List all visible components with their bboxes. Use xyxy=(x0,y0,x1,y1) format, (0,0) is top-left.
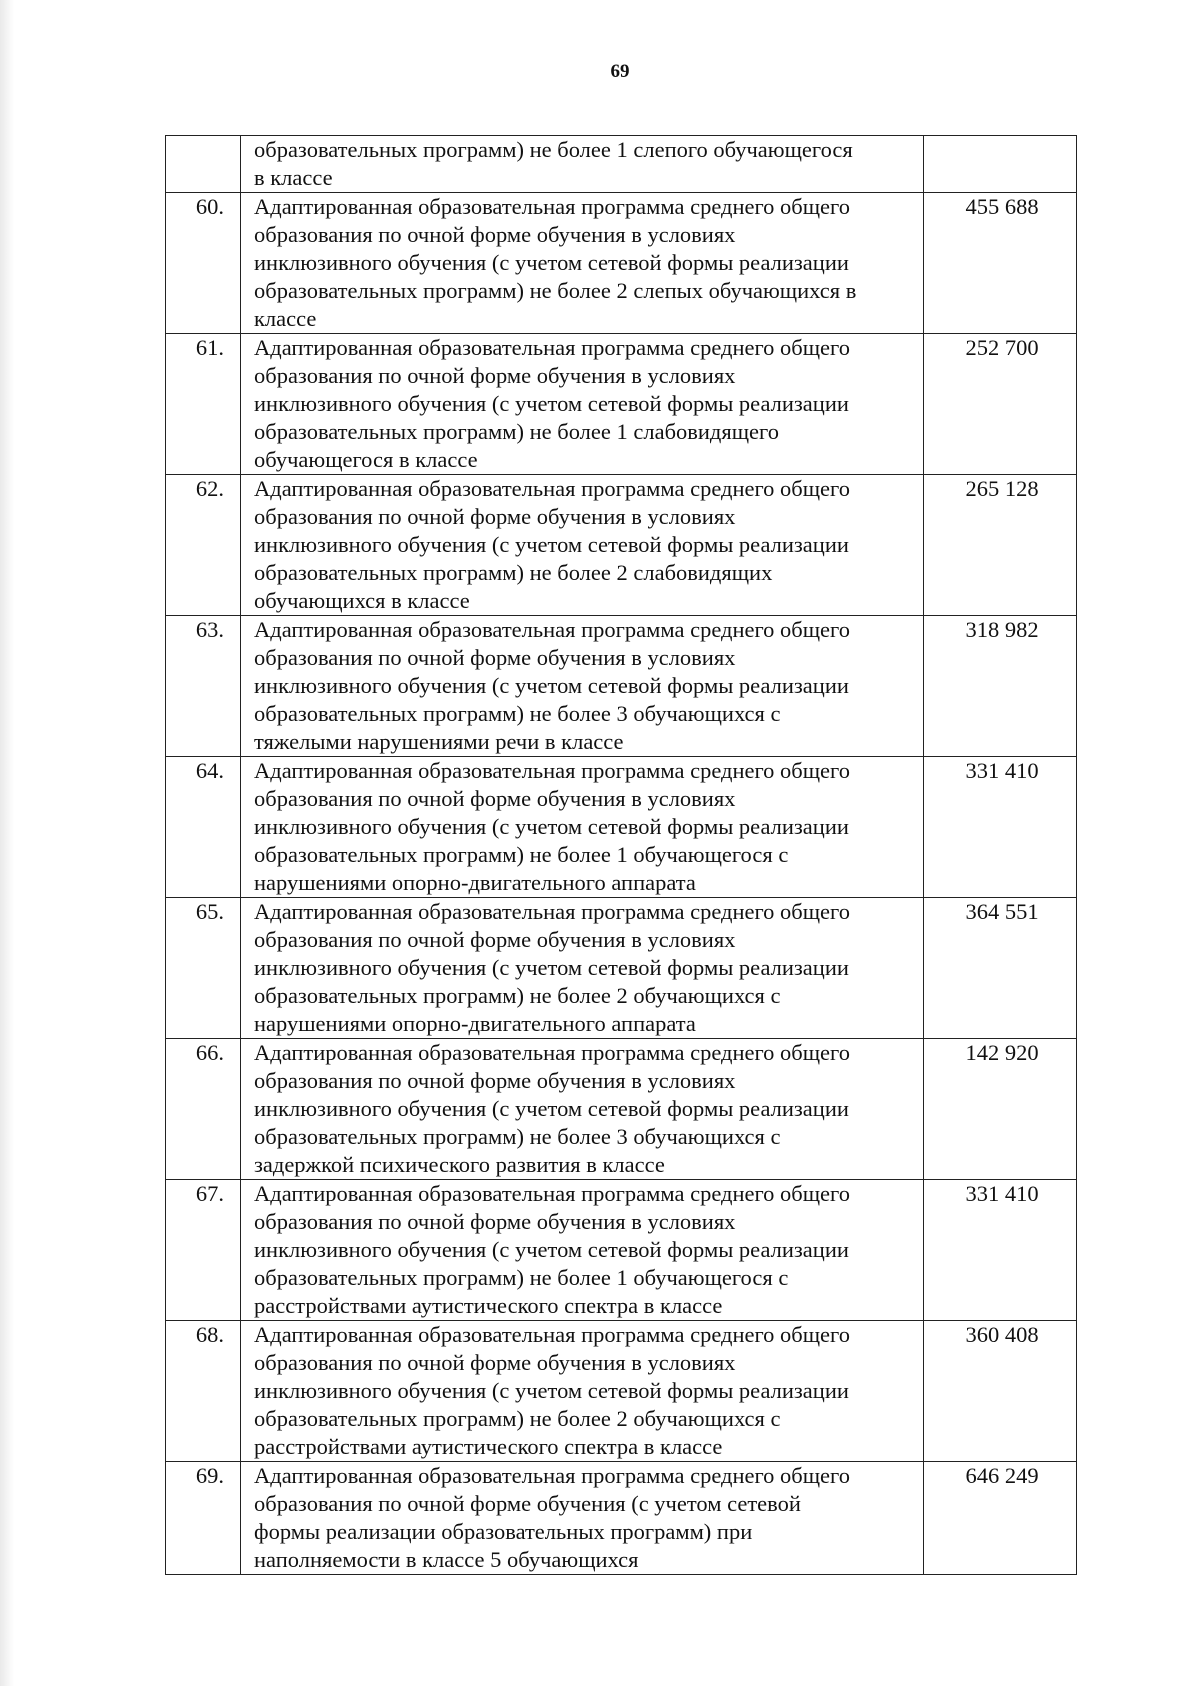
table-row xyxy=(166,334,1077,475)
description-line: Адаптированная образовательная программа среднего общего xyxy=(254,476,850,501)
page-number: 69 xyxy=(610,61,630,82)
row-number: 68. xyxy=(166,1321,241,1462)
description-line: образования по очной форме обучения в условиях xyxy=(254,927,736,952)
cost-amount: 360 408 xyxy=(924,1321,1077,1462)
description-line: Адаптированная образовательная программа среднего общего xyxy=(254,194,850,219)
description-line: образовательных программ) не более 2 слабовидящих xyxy=(254,560,773,585)
description-line: Адаптированная образовательная программа среднего общего xyxy=(254,335,850,360)
cost-amount: 252 700 xyxy=(924,334,1077,475)
cost-amount: 331 410 xyxy=(924,1180,1077,1321)
description-line: Адаптированная образовательная программа среднего общего xyxy=(254,1463,850,1488)
description-line: тяжелыми нарушениями речи в классе xyxy=(254,729,624,754)
description-line: образовательных программ) не более 3 обучающихся с xyxy=(254,1124,781,1149)
table-row xyxy=(166,616,1077,757)
program-description xyxy=(241,616,924,757)
table-row xyxy=(166,898,1077,1039)
description-line: инклюзивного обучения (с учетом сетевой формы реализации xyxy=(254,1378,849,1403)
table-row xyxy=(166,1039,1077,1180)
table-row xyxy=(166,1321,1077,1462)
table-row xyxy=(166,1180,1077,1321)
description-line: расстройствами аутистического спектра в классе xyxy=(254,1293,723,1318)
description-line: расстройствами аутистического спектра в классе xyxy=(254,1434,723,1459)
description-line: нарушениями опорно-двигательного аппарата xyxy=(254,1011,696,1036)
description-line: Адаптированная образовательная программа среднего общего xyxy=(254,1181,850,1206)
row-number: 63. xyxy=(166,616,241,757)
description-line: инклюзивного обучения (с учетом сетевой формы реализации xyxy=(254,1237,849,1262)
row-number: 60. xyxy=(166,193,241,334)
program-description xyxy=(241,1321,924,1462)
description-line: наполняемости в классе 5 обучающихся xyxy=(254,1547,639,1572)
scan-edge-shadow xyxy=(0,0,14,1686)
description-line: инклюзивного обучения (с учетом сетевой формы реализации xyxy=(254,391,849,416)
description-line: формы реализации образовательных программ) при xyxy=(254,1519,753,1544)
table-row xyxy=(166,193,1077,334)
description-line: Адаптированная образовательная программа среднего общего xyxy=(254,1040,850,1065)
cost-amount: 265 128 xyxy=(924,475,1077,616)
row-number: 61. xyxy=(166,334,241,475)
description-line: инклюзивного обучения (с учетом сетевой формы реализации xyxy=(254,250,849,275)
program-description xyxy=(241,1039,924,1180)
description-line: в классе xyxy=(254,165,333,190)
description-line: образовательных программ) не более 1 обучающегося с xyxy=(254,1265,789,1290)
description-line: нарушениями опорно-двигательного аппарата xyxy=(254,870,696,895)
row-number: 69. xyxy=(166,1462,241,1575)
program-description xyxy=(241,334,924,475)
description-line: Адаптированная образовательная программа среднего общего xyxy=(254,1322,850,1347)
table-row xyxy=(166,475,1077,616)
description-line: образования по очной форме обучения в условиях xyxy=(254,645,736,670)
cost-amount xyxy=(924,136,1077,193)
description-line: обучающегося в классе xyxy=(254,447,478,472)
program-description xyxy=(241,1462,924,1575)
description-line: инклюзивного обучения (с учетом сетевой формы реализации xyxy=(254,955,849,980)
description-line: инклюзивного обучения (с учетом сетевой формы реализации xyxy=(254,673,849,698)
program-description xyxy=(241,898,924,1039)
description-line: Адаптированная образовательная программа среднего общего xyxy=(254,758,850,783)
program-description xyxy=(241,1180,924,1321)
row-number: 62. xyxy=(166,475,241,616)
description-line: Адаптированная образовательная программа среднего общего xyxy=(254,617,850,642)
description-line: образовательных программ) не более 2 обучающихся с xyxy=(254,1406,781,1431)
row-number: 66. xyxy=(166,1039,241,1180)
cost-amount: 646 249 xyxy=(924,1462,1077,1575)
program-description xyxy=(241,136,924,193)
description-line: образования по очной форме обучения в условиях xyxy=(254,504,736,529)
cost-amount: 142 920 xyxy=(924,1039,1077,1180)
description-line: образовательных программ) не более 1 обучающегося с xyxy=(254,842,789,867)
cost-amount: 318 982 xyxy=(924,616,1077,757)
program-description xyxy=(241,757,924,898)
description-line: образования по очной форме обучения в условиях xyxy=(254,786,736,811)
cost-table xyxy=(165,135,1077,1575)
description-line: задержкой психического развития в классе xyxy=(254,1152,665,1177)
cost-amount: 364 551 xyxy=(924,898,1077,1039)
description-line: обучающихся в классе xyxy=(254,588,470,613)
description-line: образования по очной форме обучения в условиях xyxy=(254,1068,736,1093)
description-line: образования по очной форме обучения в условиях xyxy=(254,222,736,247)
description-line: образования по очной форме обучения (с учетом сетевой xyxy=(254,1491,801,1516)
description-line: образовательных программ) не более 3 обучающихся с xyxy=(254,701,781,726)
description-line: образовательных программ) не более 1 слабовидящего xyxy=(254,419,779,444)
table-row xyxy=(166,1462,1077,1575)
row-number: 64. xyxy=(166,757,241,898)
description-line: образовательных программ) не более 1 слепого обучающегося xyxy=(254,137,853,162)
description-line: образовательных программ) не более 2 слепых обучающихся в xyxy=(254,278,857,303)
description-line: образования по очной форме обучения в условиях xyxy=(254,1350,736,1375)
description-line: классе xyxy=(254,306,317,331)
description-line: образования по очной форме обучения в условиях xyxy=(254,1209,736,1234)
table-row xyxy=(166,757,1077,898)
cost-amount: 455 688 xyxy=(924,193,1077,334)
row-number xyxy=(166,136,241,193)
table-body xyxy=(166,136,1077,1575)
row-number: 67. xyxy=(166,1180,241,1321)
description-line: инклюзивного обучения (с учетом сетевой формы реализации xyxy=(254,814,849,839)
description-line: образовательных программ) не более 2 обучающихся с xyxy=(254,983,781,1008)
program-description xyxy=(241,193,924,334)
cost-amount: 331 410 xyxy=(924,757,1077,898)
program-description xyxy=(241,475,924,616)
description-line: Адаптированная образовательная программа среднего общего xyxy=(254,899,850,924)
description-line: инклюзивного обучения (с учетом сетевой формы реализации xyxy=(254,1096,849,1121)
row-number: 65. xyxy=(166,898,241,1039)
description-line: инклюзивного обучения (с учетом сетевой формы реализации xyxy=(254,532,849,557)
description-line: образования по очной форме обучения в условиях xyxy=(254,363,736,388)
table-row xyxy=(166,136,1077,193)
